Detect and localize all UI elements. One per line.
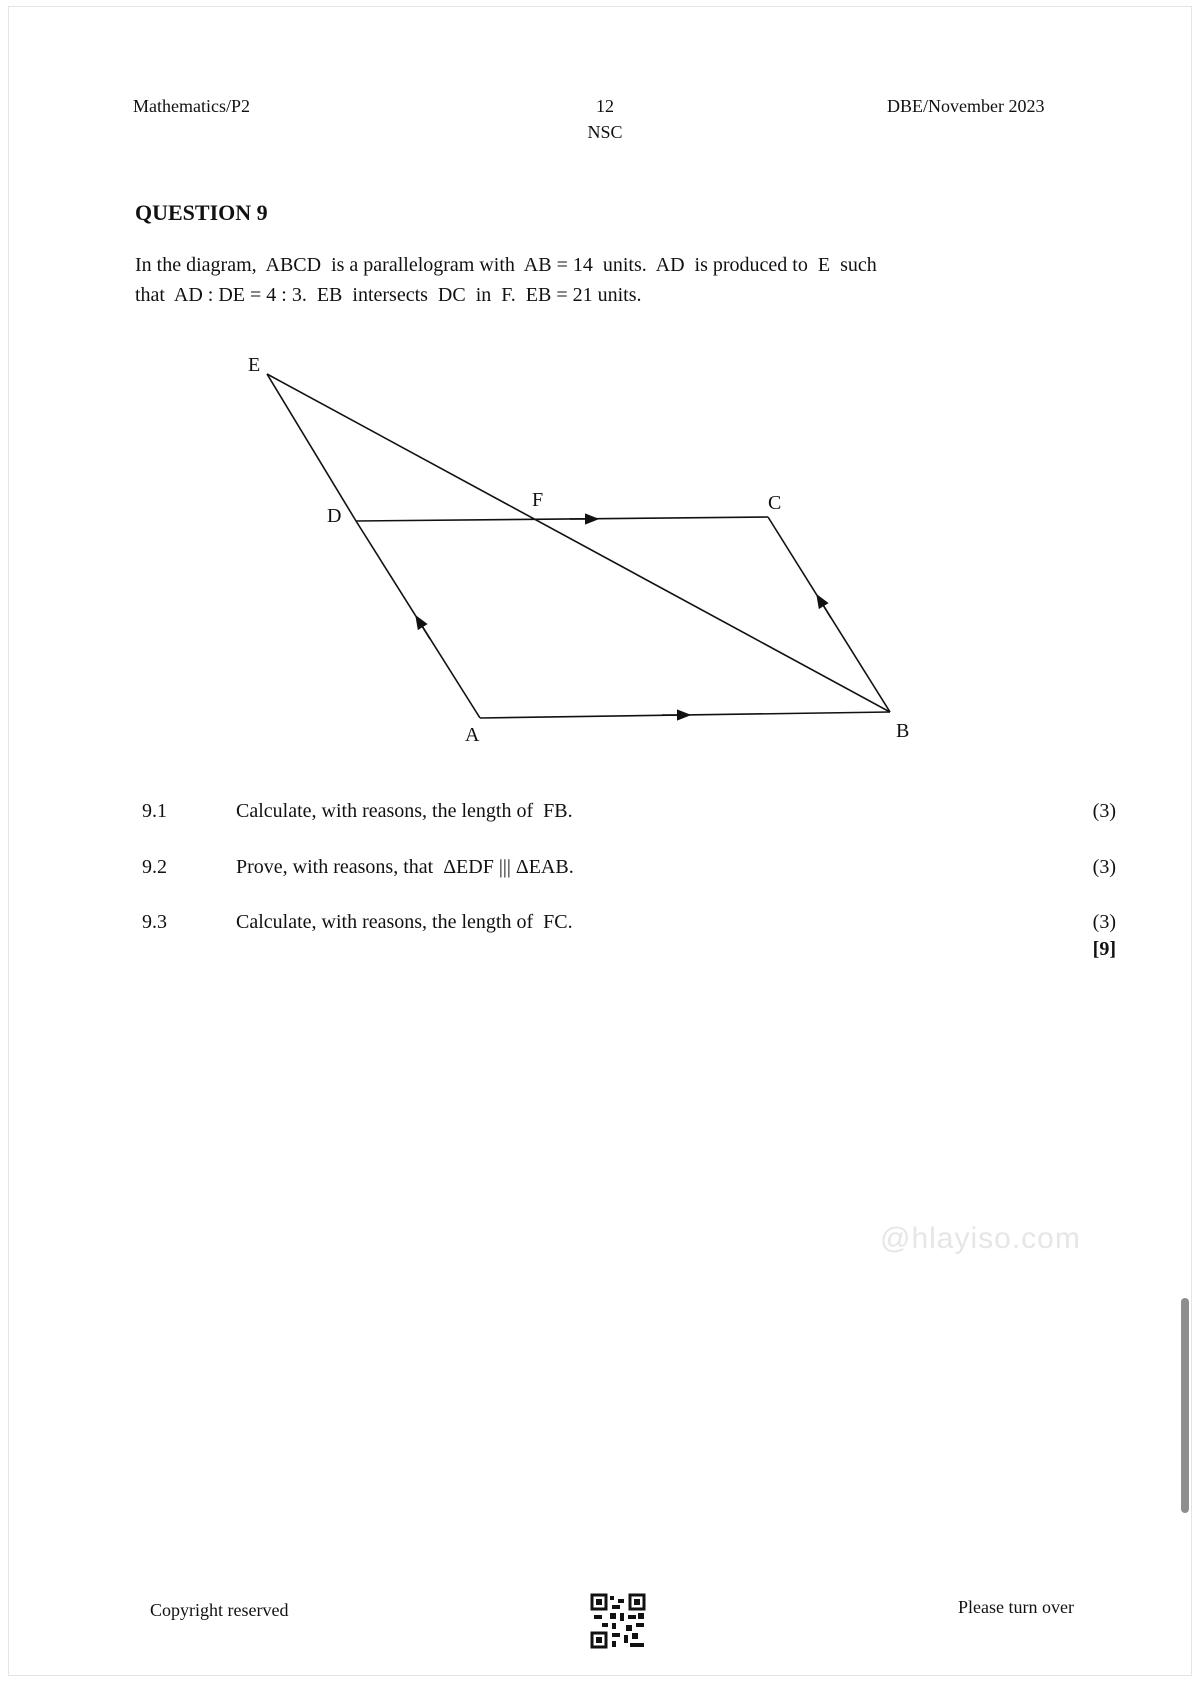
subquestion-9-2-marks: (3) — [1092, 856, 1116, 878]
header-nsc: NSC — [587, 122, 623, 142]
scrollbar-thumb[interactable] — [1181, 1298, 1189, 1513]
question-intro-line1: In the diagram, ABCD is a parallelogram with AB = 14 units. AD is produced to E such — [135, 254, 877, 276]
label-B: B — [896, 720, 910, 742]
label-F: F — [532, 489, 544, 511]
question-intro-line2: that AD : DE = 4 : 3. EB intersects DC in F. EB = 21 units. — [135, 284, 642, 306]
subquestion-9-2-number: 9.2 — [142, 856, 167, 878]
subquestion-9-1-marks: (3) — [1092, 800, 1116, 822]
footer-turn-over: Please turn over — [958, 1597, 1074, 1617]
label-E: E — [248, 354, 261, 376]
header-page-number: 12 — [596, 96, 614, 116]
question-title: QUESTION 9 — [135, 200, 268, 225]
parallelogram-diagram — [0, 0, 1200, 760]
subquestion-9-1-number: 9.1 — [142, 800, 167, 822]
label-C: C — [768, 492, 782, 514]
segment-DC — [356, 517, 768, 521]
question-total-marks: [9] — [1092, 938, 1116, 960]
qr-code-icon — [590, 1593, 646, 1649]
subquestion-9-1-text: Calculate, with reasons, the length of FB. — [236, 800, 573, 822]
subquestion-9-2-text: Prove, with reasons, that ΔEDF ||| ΔEAB. — [236, 856, 574, 878]
subquestion-9-3-marks: (3) — [1092, 911, 1116, 933]
segment-AB — [480, 712, 890, 718]
header-subject: Mathematics/P2 — [133, 96, 250, 116]
label-D: D — [327, 505, 342, 527]
arrow-on-AD — [419, 621, 430, 639]
footer-copyright: Copyright reserved — [150, 1600, 289, 1620]
segment-EB — [267, 374, 890, 712]
subquestion-9-3-text: Calculate, with reasons, the length of FC. — [236, 911, 573, 933]
subquestion-9-3-number: 9.3 — [142, 911, 167, 933]
segment-ED — [267, 374, 356, 521]
arrow-on-BC — [820, 600, 831, 618]
segment-DA — [356, 521, 480, 718]
header-date: DBE/November 2023 — [887, 96, 1045, 116]
watermark-text: @hlayiso.com — [880, 1222, 1081, 1255]
label-A: A — [465, 724, 480, 746]
